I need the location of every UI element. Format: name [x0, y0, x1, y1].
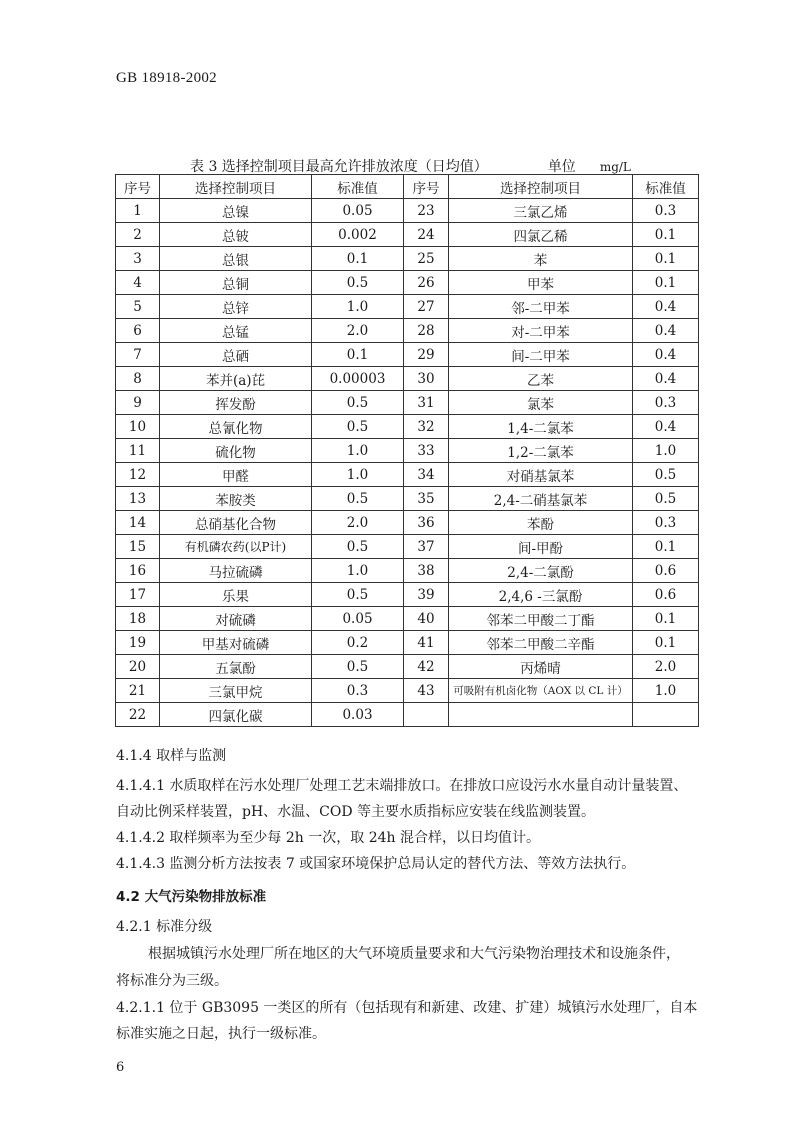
table-cell: 4	[116, 271, 160, 295]
table-cell: 0.3	[633, 511, 699, 535]
table-title: 表 3 选择控制项目最高允许排放浓度（日均值）	[190, 159, 488, 175]
table-cell: 0.6	[633, 583, 699, 607]
table-row	[116, 343, 699, 367]
table-row	[116, 607, 699, 631]
table-cell: 0.4	[633, 295, 699, 319]
paragraph-4-1-4-2: 4.1.4.2 取样频率为至少每 2h 一次，取 24h 混合样，以日均值计。	[116, 830, 540, 846]
table-cell: 0.002	[312, 223, 404, 247]
table-row	[116, 463, 699, 487]
table-cell: 26	[404, 271, 449, 295]
table-row	[116, 679, 699, 703]
table-cell: 1,2-二氯苯	[449, 439, 633, 463]
table-row	[116, 271, 699, 295]
table-cell: 24	[404, 223, 449, 247]
table-cell: 0.1	[633, 631, 699, 655]
table-row	[116, 583, 699, 607]
table-cell: 对硫磷	[160, 607, 312, 631]
table-cell: 8	[116, 367, 160, 391]
table-cell: 0.00003	[312, 367, 404, 391]
table-cell: 0.1	[633, 535, 699, 559]
table-row	[116, 559, 699, 583]
table-row	[116, 535, 699, 559]
table-cell: 0.3	[312, 679, 404, 703]
table-cell: 18	[116, 607, 160, 631]
table-cell: 5	[116, 295, 160, 319]
table-cell: 1.0	[312, 463, 404, 487]
table-cell: 36	[404, 511, 449, 535]
paragraph-4-2-1-1-line2: 标准实施之日起，执行一级标准。	[116, 1026, 326, 1042]
table-cell: 2.0	[633, 655, 699, 679]
table-cell: 1.0	[312, 559, 404, 583]
table-cell: 42	[404, 655, 449, 679]
table-cell: 2,4-二硝基氯苯	[449, 487, 633, 511]
table-cell: 0.5	[312, 655, 404, 679]
table-row	[116, 439, 699, 463]
table-cell: 11	[116, 439, 160, 463]
table-cell: 15	[116, 535, 160, 559]
table-cell: 33	[404, 439, 449, 463]
section-4-1-4-heading: 4.1.4 取样与监测	[116, 748, 227, 764]
table-cell: 2.0	[312, 319, 404, 343]
table-cell: 对硝基氯苯	[449, 463, 633, 487]
header-cell: 选择控制项目	[160, 175, 312, 199]
table-cell: 21	[116, 679, 160, 703]
table-cell: 0.1	[633, 271, 699, 295]
table-cell: 0.3	[633, 199, 699, 223]
table-cell: 四氯化碳	[160, 703, 312, 727]
paragraph-4-2-1-1-line1: 4.2.1.1 位于 GB3095 一类区的所有（包括现有和新建、改建、扩建）城镇污水处理厂，自本	[116, 1000, 698, 1016]
table-cell: 13	[116, 487, 160, 511]
table-cell: 2	[116, 223, 160, 247]
table-cell: 0.5	[312, 391, 404, 415]
table-cell: 五氯酚	[160, 655, 312, 679]
table-cell: 甲醛	[160, 463, 312, 487]
table-cell: 0.5	[312, 271, 404, 295]
table-row	[116, 415, 699, 439]
table-cell: 22	[116, 703, 160, 727]
table-row	[116, 487, 699, 511]
table-cell: 挥发酚	[160, 391, 312, 415]
page-number: 6	[116, 1060, 125, 1075]
table-row	[116, 655, 699, 679]
table-cell: 苯并(a)芘	[160, 367, 312, 391]
table-cell: 0.05	[312, 199, 404, 223]
header-cell: 序号	[404, 175, 449, 199]
table-cell: 12	[116, 463, 160, 487]
table-row	[116, 367, 699, 391]
table-cell: 0.1	[633, 223, 699, 247]
table-cell: 总铜	[160, 271, 312, 295]
table-cell: 间-二甲苯	[449, 343, 633, 367]
table-cell: 3	[116, 247, 160, 271]
paragraph-4-1-4-1-line2: 自动比例采样装置，pH、水温、COD 等主要水质指标应安装在线监测装置。	[116, 804, 596, 820]
table-cell: 16	[116, 559, 160, 583]
table-cell: 20	[116, 655, 160, 679]
table-cell: 0.4	[633, 415, 699, 439]
table-cell: 总锌	[160, 295, 312, 319]
table-row	[116, 295, 699, 319]
unit-value: mg/L	[599, 160, 631, 174]
table-cell: 10	[116, 415, 160, 439]
table-cell: 31	[404, 391, 449, 415]
table-cell: 苯	[449, 247, 633, 271]
table-cell: 1.0	[312, 439, 404, 463]
table-header-row	[116, 175, 699, 199]
table-cell: 35	[404, 487, 449, 511]
table-cell: 马拉硫磷	[160, 559, 312, 583]
table-caption	[190, 156, 631, 176]
table-row	[116, 223, 699, 247]
table-cell: 可吸附有机卤化物（AOX 以 CL 计）	[449, 679, 633, 703]
table-cell: 总氰化物	[160, 415, 312, 439]
table-cell: 1.0	[312, 295, 404, 319]
table-cell: 对-二甲苯	[449, 319, 633, 343]
table-cell: 14	[116, 511, 160, 535]
table-cell	[404, 703, 449, 727]
table-cell: 0.6	[633, 559, 699, 583]
header-cell: 选择控制项目	[449, 175, 633, 199]
table-cell: 6	[116, 319, 160, 343]
table-cell: 29	[404, 343, 449, 367]
table-cell: 32	[404, 415, 449, 439]
table-cell: 总硝基化合物	[160, 511, 312, 535]
table-cell: 2.0	[312, 511, 404, 535]
table-cell: 40	[404, 607, 449, 631]
table-cell: 2,4-二氯酚	[449, 559, 633, 583]
table-row	[116, 511, 699, 535]
table-cell: 0.5	[633, 463, 699, 487]
paragraph-4-1-4-3: 4.1.4.3 监测分析方法按表 7 或国家环境保护总局认定的替代方法、等效方法执行。	[116, 856, 636, 872]
table-cell	[633, 703, 699, 727]
control-items-table	[115, 174, 699, 727]
table-cell: 甲基对硫磷	[160, 631, 312, 655]
table-cell: 41	[404, 631, 449, 655]
table-cell: 总镍	[160, 199, 312, 223]
table-cell: 苯胺类	[160, 487, 312, 511]
table-cell: 硫化物	[160, 439, 312, 463]
table-cell: 37	[404, 535, 449, 559]
table-row	[116, 631, 699, 655]
table-cell: 17	[116, 583, 160, 607]
table-cell: 7	[116, 343, 160, 367]
table-row	[116, 319, 699, 343]
table-cell: 乙苯	[449, 367, 633, 391]
table-cell: 27	[404, 295, 449, 319]
table-cell: 总锰	[160, 319, 312, 343]
table-cell: 1.0	[633, 439, 699, 463]
unit-label: 单位	[547, 159, 576, 175]
table-cell: 四氯乙稀	[449, 223, 633, 247]
table-cell: 氯苯	[449, 391, 633, 415]
table-cell: 总硒	[160, 343, 312, 367]
table-cell: 0.5	[312, 415, 404, 439]
table-cell: 总银	[160, 247, 312, 271]
table-row	[116, 703, 699, 727]
table-cell: 1.0	[633, 679, 699, 703]
table-cell: 丙烯晴	[449, 655, 633, 679]
paragraph-4-2-1-line1: 根据城镇污水处理厂所在地区的大气环境质量要求和大气污染物治理技术和设施条件，	[148, 946, 680, 962]
table-cell: 三氯乙烯	[449, 199, 633, 223]
table-row	[116, 199, 699, 223]
table-cell: 0.2	[312, 631, 404, 655]
table-cell: 邻苯二甲酸二辛酯	[449, 631, 633, 655]
table-cell: 2,4,6 -三氯酚	[449, 583, 633, 607]
table-cell: 甲苯	[449, 271, 633, 295]
table-cell: 0.05	[312, 607, 404, 631]
table-cell: 0.4	[633, 343, 699, 367]
table-cell: 30	[404, 367, 449, 391]
section-4-2-1-heading: 4.2.1 标准分级	[116, 919, 213, 935]
paragraph-4-1-4-1-line1: 4.1.4.1 水质取样在污水处理厂处理工艺末端排放口。在排放口应设污水水量自动计量装置、	[116, 778, 688, 794]
table-cell: 苯酚	[449, 511, 633, 535]
table-cell: 1	[116, 199, 160, 223]
table-cell: 间-甲酚	[449, 535, 633, 559]
table-cell: 邻苯二甲酸二丁酯	[449, 607, 633, 631]
header-cell: 序号	[116, 175, 160, 199]
table-cell: 0.5	[312, 583, 404, 607]
table-cell	[449, 703, 633, 727]
table-cell: 39	[404, 583, 449, 607]
table-cell: 28	[404, 319, 449, 343]
table-cell: 0.3	[633, 391, 699, 415]
table-cell: 0.5	[312, 487, 404, 511]
table-cell: 0.1	[312, 247, 404, 271]
header-cell: 标准值	[633, 175, 699, 199]
table-cell: 0.03	[312, 703, 404, 727]
header-cell: 标准值	[312, 175, 404, 199]
table-cell: 0.5	[312, 535, 404, 559]
table-cell: 0.1	[312, 343, 404, 367]
table-cell: 34	[404, 463, 449, 487]
table-cell: 乐果	[160, 583, 312, 607]
table-cell: 0.4	[633, 319, 699, 343]
table-cell: 0.1	[633, 607, 699, 631]
table-cell: 25	[404, 247, 449, 271]
table-cell: 9	[116, 391, 160, 415]
table-cell: 邻-二甲苯	[449, 295, 633, 319]
table-cell: 0.1	[633, 247, 699, 271]
table-row	[116, 391, 699, 415]
section-4-2-heading: 4.2 大气污染物排放标准	[116, 889, 267, 905]
table-cell: 23	[404, 199, 449, 223]
paragraph-4-2-1-line2: 将标准分为三级。	[116, 973, 228, 989]
table-cell: 38	[404, 559, 449, 583]
table-cell: 43	[404, 679, 449, 703]
table-cell: 1,4-二氯苯	[449, 415, 633, 439]
table-cell: 0.5	[633, 487, 699, 511]
table-cell: 三氯甲烷	[160, 679, 312, 703]
document-code: GB 18918-2002	[116, 70, 217, 86]
table-cell: 有机磷农药(以P计)	[160, 535, 312, 559]
table-cell: 19	[116, 631, 160, 655]
table-row	[116, 247, 699, 271]
table-cell: 0.4	[633, 367, 699, 391]
table-cell: 总铍	[160, 223, 312, 247]
